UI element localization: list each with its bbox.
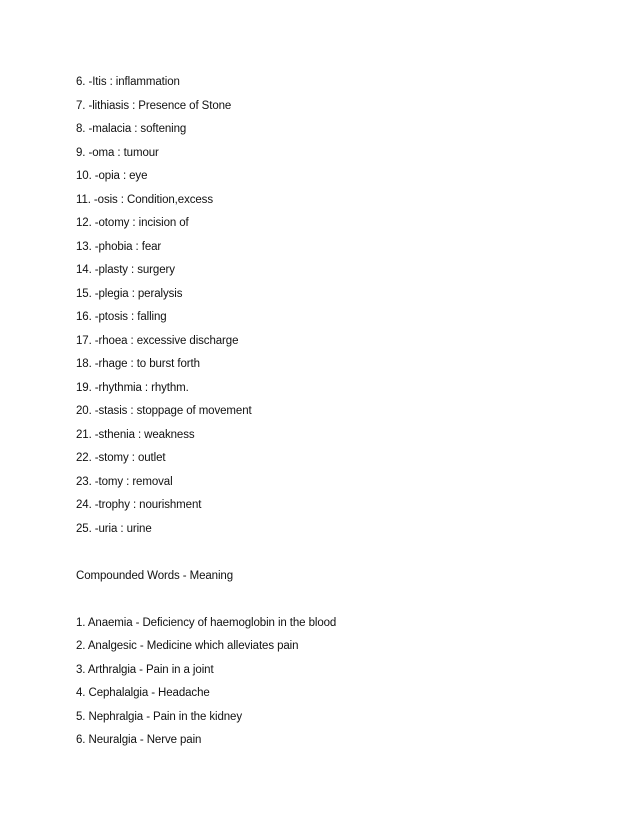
suffix-item-22: 22. -stomy : outlet xyxy=(76,452,166,464)
suffix-item-13: 13. -phobia : fear xyxy=(76,241,162,253)
suffix-item-20: 20. -stasis : stoppage of movement xyxy=(76,405,252,417)
suffix-item-19: 19. -rhythmia : rhythm. xyxy=(76,382,189,394)
suffix-item-18: 18. -rhage : to burst forth xyxy=(76,358,200,370)
suffix-item-24: 24. -trophy : nourishment xyxy=(76,499,202,511)
compounded-item-4: 4. Cephalalgia - Headache xyxy=(76,687,210,699)
suffix-item-10: 10. -opia : eye xyxy=(76,170,148,182)
compounded-item-6: 6. Neuralgia - Nerve pain xyxy=(76,734,202,746)
suffix-item-7: 7. -lithiasis : Presence of Stone xyxy=(76,100,232,112)
suffix-item-21: 21. -sthenia : weakness xyxy=(76,429,195,441)
compounded-words-heading: Compounded Words - Meaning xyxy=(76,570,233,582)
suffix-item-11: 11. -osis : Condition,excess xyxy=(76,194,213,206)
suffix-item-8: 8. -malacia : softening xyxy=(76,123,187,135)
suffix-item-23: 23. -tomy : removal xyxy=(76,476,173,488)
compounded-item-5: 5. Nephralgia - Pain in the kidney xyxy=(76,711,243,723)
suffix-item-14: 14. -plasty : surgery xyxy=(76,264,175,276)
suffix-item-17: 17. -rhoea : excessive discharge xyxy=(76,335,239,347)
suffix-item-12: 12. -otomy : incision of xyxy=(76,217,189,229)
suffix-item-25: 25. -uria : urine xyxy=(76,523,152,535)
compounded-item-1: 1. Anaemia - Deficiency of haemoglobin in the blood xyxy=(76,617,337,629)
suffix-item-15: 15. -plegia : peralysis xyxy=(76,288,183,300)
suffix-item-16: 16. -ptosis : falling xyxy=(76,311,167,323)
compounded-item-3: 3. Arthralgia - Pain in a joint xyxy=(76,664,214,676)
compounded-item-2: 2. Analgesic - Medicine which alleviates pain xyxy=(76,640,299,652)
suffix-item-9: 9. -oma : tumour xyxy=(76,147,159,159)
suffix-item-6: 6. -Itis : inflammation xyxy=(76,76,180,88)
